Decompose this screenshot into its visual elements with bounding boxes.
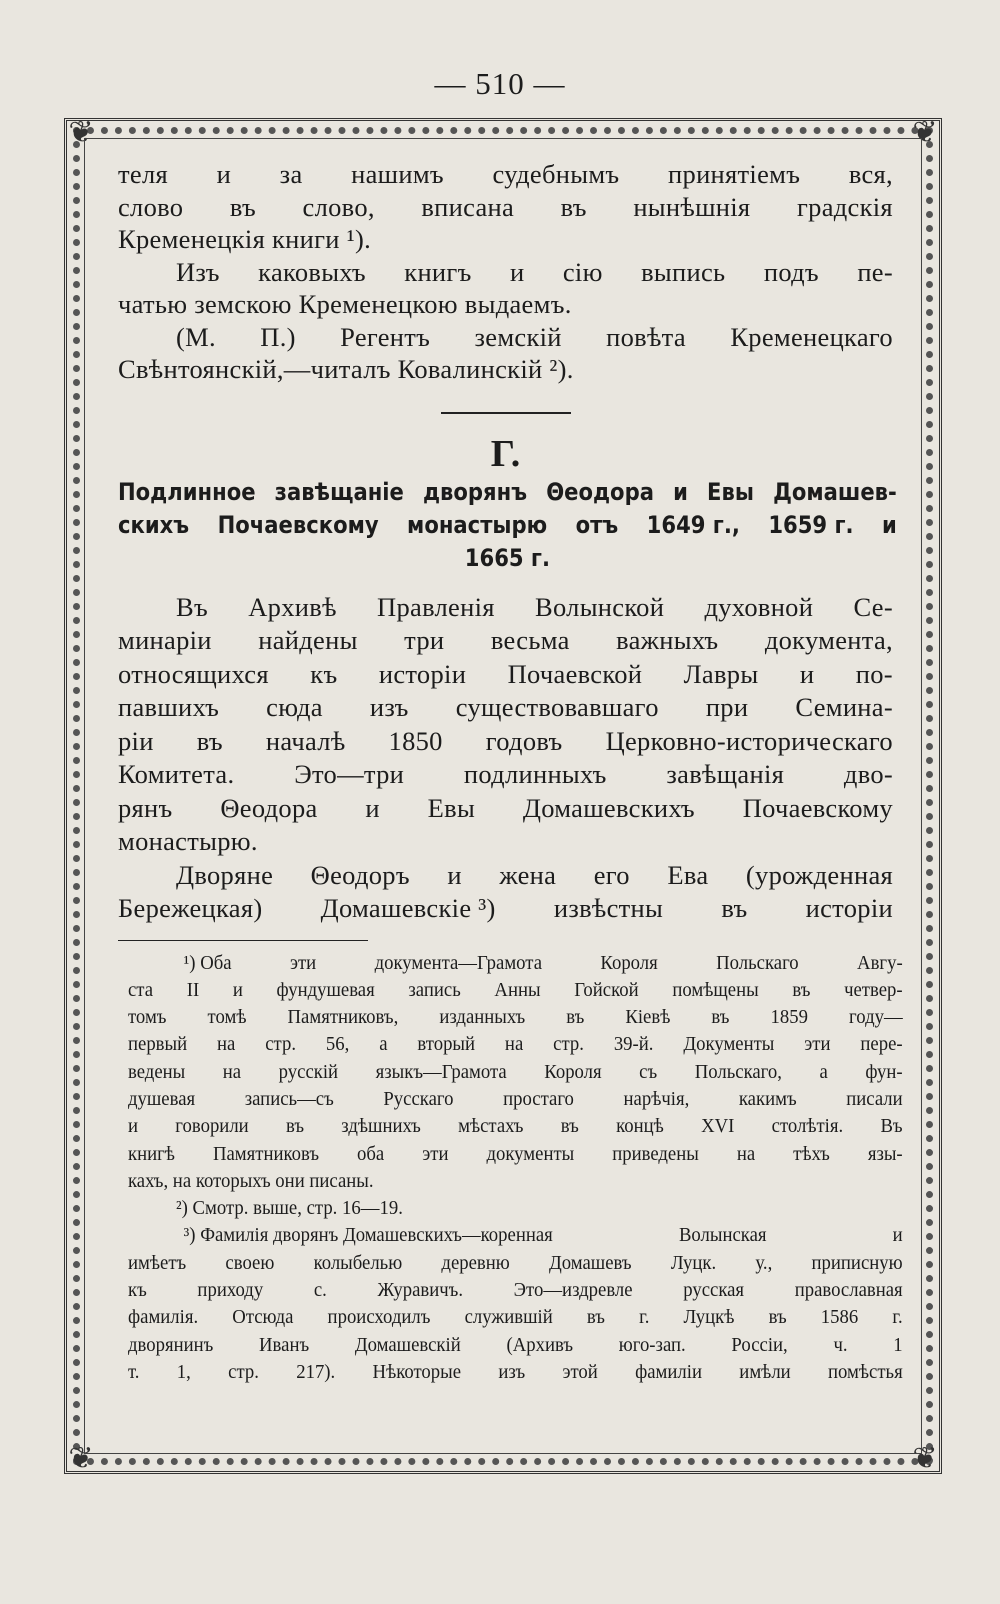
word: на — [217, 1034, 236, 1056]
word: Θеодоръ — [310, 859, 410, 890]
corner-ornament-icon: ❦ — [68, 116, 94, 149]
word: теля — [118, 159, 168, 189]
word: своею — [225, 1252, 275, 1274]
word: слово, — [302, 191, 375, 222]
word: четвер- — [844, 979, 903, 1001]
word: Θеодора — [546, 477, 654, 506]
word: Отсюда — [232, 1307, 294, 1329]
word: т. — [128, 1361, 140, 1383]
text-line — [118, 691, 893, 725]
word: за — [279, 159, 303, 189]
word: Польскаго, — [694, 1061, 782, 1083]
word: и — [673, 477, 688, 506]
document-title — [118, 476, 897, 575]
paragraph-archive — [118, 591, 893, 859]
word: служившій — [464, 1307, 553, 1329]
text-line — [128, 1332, 903, 1359]
text-line — [118, 725, 893, 759]
word: книгѣ — [128, 1143, 175, 1165]
word: колыбелью — [313, 1252, 403, 1274]
paragraph-signature — [118, 321, 893, 386]
word: Подлинное — [118, 477, 256, 506]
word: въ — [560, 1116, 579, 1138]
word: деревню — [441, 1252, 510, 1274]
word: сюда — [266, 692, 323, 722]
word: градскія — [796, 191, 893, 222]
word: въ — [566, 1007, 585, 1029]
word: какимъ — [738, 1088, 797, 1110]
text-line — [128, 1059, 903, 1086]
word: говорили — [175, 1116, 249, 1138]
word: 56, — [325, 1034, 350, 1056]
word: оба — [357, 1143, 385, 1165]
word: Лавры — [683, 658, 759, 689]
word: стр. — [265, 1034, 297, 1056]
word: фамилія. — [128, 1307, 199, 1329]
word: Кіевѣ — [625, 1007, 671, 1029]
word: и — [365, 792, 380, 823]
text-line — [128, 1113, 903, 1140]
word: фун- — [865, 1061, 903, 1083]
word: Польскаго — [716, 952, 799, 974]
text-line — [118, 321, 893, 354]
word: стр. — [553, 1034, 584, 1056]
text-line — [118, 591, 893, 625]
word: Россіи, — [731, 1334, 788, 1356]
word: мѣстахъ — [458, 1116, 524, 1138]
word: простаго — [503, 1088, 574, 1110]
word: въ — [768, 1307, 787, 1329]
word: эти — [289, 952, 317, 974]
word: этой — [562, 1361, 598, 1383]
word: с. — [313, 1280, 327, 1302]
word: столѣтія. — [771, 1116, 844, 1138]
word: изъ — [498, 1361, 526, 1383]
corner-ornament-icon: ❦ — [912, 1442, 938, 1475]
word: документа, — [764, 625, 893, 655]
word: Иванъ — [259, 1334, 310, 1356]
word: документы — [486, 1143, 575, 1165]
word: Комитета. — [118, 759, 235, 789]
footnote-rule — [118, 940, 368, 941]
word: 1 — [893, 1334, 903, 1356]
word: а — [379, 1034, 388, 1056]
word: въ — [196, 725, 223, 756]
text-line — [128, 1304, 903, 1331]
word: Семина- — [795, 692, 893, 722]
word: завѣщанія — [666, 759, 785, 789]
word: повѣта — [606, 321, 686, 352]
word: пере- — [860, 1034, 903, 1056]
word: документа—Грамота — [374, 952, 543, 974]
word: Свѣнтоянскій,—читалъ Ковалинскій ²). — [118, 354, 574, 384]
text-line — [128, 1250, 903, 1277]
paragraph-extract — [118, 256, 893, 321]
word: чатью земскою Кременецкою выдаемъ. — [118, 289, 572, 319]
word: Евы — [427, 792, 476, 823]
word: эти — [422, 1143, 449, 1165]
word: Бережецкая) — [118, 893, 263, 923]
word: по- — [855, 658, 893, 689]
text-line — [118, 624, 893, 658]
word: Волынской — [535, 591, 665, 622]
text-line — [128, 1277, 903, 1304]
word: нарѣчія, — [623, 1088, 690, 1110]
text-line — [118, 476, 897, 509]
word: каковыхъ — [258, 256, 366, 287]
word: Въ — [176, 591, 208, 622]
word: и — [128, 1116, 139, 1138]
word: Въ — [880, 1116, 903, 1138]
word: скихъ — [118, 510, 190, 539]
word: и — [232, 979, 243, 1001]
word: стр. — [228, 1361, 259, 1383]
word: завѣщаніе — [274, 477, 404, 506]
word: Памятниковъ, — [287, 1007, 399, 1029]
word: Луцкѣ — [683, 1307, 735, 1329]
footnote-1 — [128, 950, 903, 1196]
word: происходилъ — [327, 1307, 431, 1329]
word: Кременецкія книги ¹). — [118, 224, 372, 254]
word: найдены — [258, 625, 358, 655]
word: ч. — [833, 1334, 848, 1356]
main-text — [118, 158, 903, 1386]
text-line — [118, 223, 893, 256]
word: Нѣкоторые — [372, 1361, 462, 1383]
word: минаріи — [118, 625, 212, 655]
text-line — [128, 1141, 903, 1168]
word: (Архивъ — [506, 1334, 574, 1356]
word: дво- — [843, 759, 893, 789]
word: Русскаго — [383, 1088, 454, 1110]
word: Волынская — [678, 1225, 767, 1247]
word: 1659 г. — [768, 510, 854, 539]
word: Анны — [494, 979, 541, 1001]
word: весьма — [490, 625, 570, 655]
word: кахъ, на которыхъ они писаны. — [128, 1170, 374, 1192]
word: писали — [846, 1088, 903, 1110]
word: къ — [310, 658, 338, 689]
word: юго-зап. — [618, 1334, 686, 1356]
section-letter: Г. — [490, 432, 521, 475]
word: первый — [128, 1034, 188, 1056]
word: имѣли — [739, 1361, 791, 1383]
text-line — [118, 509, 897, 542]
word: на — [736, 1143, 756, 1165]
word: 1, — [176, 1361, 191, 1383]
text-line — [128, 1168, 903, 1195]
text-line — [128, 1359, 903, 1386]
word: язы- — [867, 1143, 903, 1165]
word: ведены — [128, 1061, 186, 1083]
word: монастырю. — [118, 826, 258, 856]
word: Памятниковъ — [212, 1143, 320, 1165]
word: фундушевая — [276, 979, 375, 1001]
word: въ — [285, 1116, 305, 1138]
text-line — [118, 825, 893, 859]
text-line — [128, 977, 903, 1004]
word: русскій — [278, 1061, 339, 1083]
word: дворянъ — [423, 477, 528, 506]
word: Почаевской — [507, 658, 643, 689]
word: томѣ — [207, 1007, 247, 1029]
word: 1586 — [820, 1307, 859, 1329]
text-line — [128, 950, 903, 977]
word: концѣ — [616, 1116, 664, 1138]
word: эти — [804, 1034, 831, 1056]
corner-ornament-icon: ❦ — [912, 116, 938, 149]
word: относящихся — [118, 658, 269, 689]
word: его — [593, 859, 630, 890]
word: Почаевскому — [217, 510, 379, 539]
word: а — [819, 1061, 828, 1083]
word: у., — [755, 1252, 773, 1274]
word: Регентъ — [340, 321, 431, 352]
text-line — [118, 859, 893, 893]
word: павшихъ — [118, 692, 220, 722]
word: Се- — [853, 591, 893, 622]
word: нынѣшнія — [633, 191, 751, 222]
footnote-3 — [128, 1222, 903, 1386]
word: рянъ — [118, 792, 173, 823]
word: въ — [721, 893, 748, 923]
word: подъ — [763, 256, 819, 287]
text-line — [128, 1086, 903, 1113]
word: три — [404, 625, 445, 655]
word: Церковно-историческаго — [605, 725, 893, 756]
word: Изъ — [176, 256, 220, 287]
word: жена — [499, 859, 557, 890]
word: духовной — [704, 591, 814, 622]
word: 1850 — [388, 725, 443, 756]
word: въ — [586, 1307, 605, 1329]
word: существовавшаго — [455, 692, 659, 722]
word: исторіи — [378, 658, 467, 689]
word: изданныхъ — [439, 1007, 526, 1029]
word: православная — [794, 1280, 903, 1302]
word: здѣшнихъ — [341, 1116, 421, 1138]
word: Домашев- — [773, 477, 897, 506]
word: II — [186, 979, 200, 1001]
corner-ornament-icon: ❦ — [68, 1442, 94, 1475]
word: подлинныхъ — [463, 759, 607, 789]
word: запись—съ — [244, 1088, 334, 1110]
text-line — [118, 792, 893, 826]
text-line — [118, 892, 893, 926]
word: съ — [639, 1061, 658, 1083]
word: 1859 — [770, 1007, 808, 1029]
word: душевая — [128, 1088, 196, 1110]
word: сію — [562, 256, 603, 287]
word: Правленія — [377, 591, 495, 622]
word: и — [447, 859, 462, 890]
word: имѣетъ — [128, 1252, 187, 1274]
text-line — [118, 758, 893, 792]
word: Кременецкаго — [730, 321, 893, 352]
text-line — [128, 1222, 903, 1249]
word: 39-й. — [613, 1034, 654, 1056]
word: Домашевскіе ³) — [320, 893, 496, 923]
word: ³) Фамилія дворянъ Домашевскихъ—коренная — [183, 1225, 553, 1247]
word: и — [509, 256, 525, 287]
word: языкъ—Грамота — [375, 1061, 507, 1083]
text-line — [128, 1004, 903, 1031]
word: въ — [229, 191, 257, 222]
word: и — [216, 159, 232, 189]
word: книгъ — [404, 256, 472, 287]
word: фамиліи — [635, 1361, 702, 1383]
word: и — [892, 1225, 903, 1247]
paragraph-nobles — [118, 859, 893, 926]
word: исторіи — [805, 893, 893, 923]
footnote-2: ²) Смотр. выше, стр. 16—19. — [176, 1198, 403, 1220]
word: нашимъ — [351, 159, 444, 189]
word: приписную — [811, 1252, 903, 1274]
word: на — [222, 1061, 242, 1083]
word: на — [504, 1034, 524, 1056]
word: тѣхъ — [793, 1143, 830, 1165]
word: XVI — [701, 1116, 735, 1138]
word: пе- — [857, 256, 893, 287]
word: приведены — [612, 1143, 699, 1165]
word: Короля — [544, 1061, 602, 1083]
text-line — [118, 256, 893, 289]
word: томъ — [128, 1007, 167, 1029]
word: Домашевскій — [354, 1334, 461, 1356]
word: вторый — [417, 1034, 476, 1056]
word: Документы — [683, 1034, 775, 1056]
word: 217). — [296, 1361, 336, 1383]
word: и — [881, 510, 897, 539]
text-line — [118, 191, 893, 224]
word: Луцк. — [670, 1252, 717, 1274]
word: земскій — [474, 321, 562, 352]
word: приходу — [197, 1280, 264, 1302]
text-line — [118, 288, 893, 321]
word: Θеодора — [220, 792, 318, 823]
word: году— — [849, 1007, 903, 1029]
word: ста — [128, 979, 154, 1001]
word: въ — [792, 979, 811, 1001]
word: Ева — [667, 859, 709, 890]
word: ¹) Оба — [183, 952, 232, 974]
word: П.) — [260, 321, 296, 352]
text-line — [118, 158, 893, 191]
word: помѣщены — [672, 979, 759, 1001]
word: вписана — [421, 191, 515, 222]
word: Журавичъ. — [377, 1280, 464, 1302]
footnotes — [128, 950, 903, 1387]
word: дворянинъ — [128, 1334, 214, 1356]
word: слово — [118, 191, 184, 222]
text-line — [118, 658, 893, 692]
word: началѣ — [265, 725, 346, 756]
word: важныхъ — [616, 625, 719, 655]
word: въ — [560, 191, 587, 222]
word: Это—три — [294, 759, 405, 789]
word: при — [705, 692, 749, 722]
word: Домашевъ — [549, 1252, 632, 1274]
word: Гойской — [574, 979, 639, 1001]
text-line — [118, 542, 897, 575]
word: въ — [711, 1007, 730, 1029]
word: г. — [639, 1307, 650, 1329]
word: Евы — [707, 477, 754, 506]
word: монастырю — [407, 510, 548, 539]
word: выпись — [641, 256, 726, 287]
word: Авгу- — [857, 952, 903, 974]
word: г. — [892, 1307, 903, 1329]
page-number: — 510 — — [434, 66, 566, 101]
section-divider — [441, 412, 571, 414]
word: русская — [683, 1280, 745, 1302]
word: (урожденная — [745, 859, 893, 890]
word: 1665 г. — [464, 543, 550, 572]
word: къ — [128, 1280, 147, 1302]
word: помѣстья — [828, 1361, 903, 1383]
paragraph-continuation — [118, 158, 893, 256]
word: изъ — [369, 692, 409, 722]
word: Дворяне — [176, 859, 274, 890]
word: и — [799, 658, 815, 689]
word: Архивѣ — [248, 591, 337, 622]
word: годовъ — [485, 725, 563, 756]
word: Почаевскому — [742, 792, 893, 823]
word: принятіемъ — [668, 159, 801, 189]
word: извѣстны — [553, 893, 664, 923]
word: Домашевскихъ — [522, 792, 695, 823]
word: ріи — [118, 725, 154, 756]
word: отъ — [575, 510, 619, 539]
word: Это—издревле — [513, 1280, 633, 1302]
text-line — [118, 353, 893, 386]
word: вся, — [848, 159, 893, 189]
word: Короля — [600, 952, 658, 974]
word: (М. — [176, 321, 216, 352]
word: 1649 г., — [646, 510, 740, 539]
word: судебнымъ — [492, 159, 620, 189]
word: запись — [408, 979, 461, 1001]
text-line — [128, 1031, 903, 1058]
